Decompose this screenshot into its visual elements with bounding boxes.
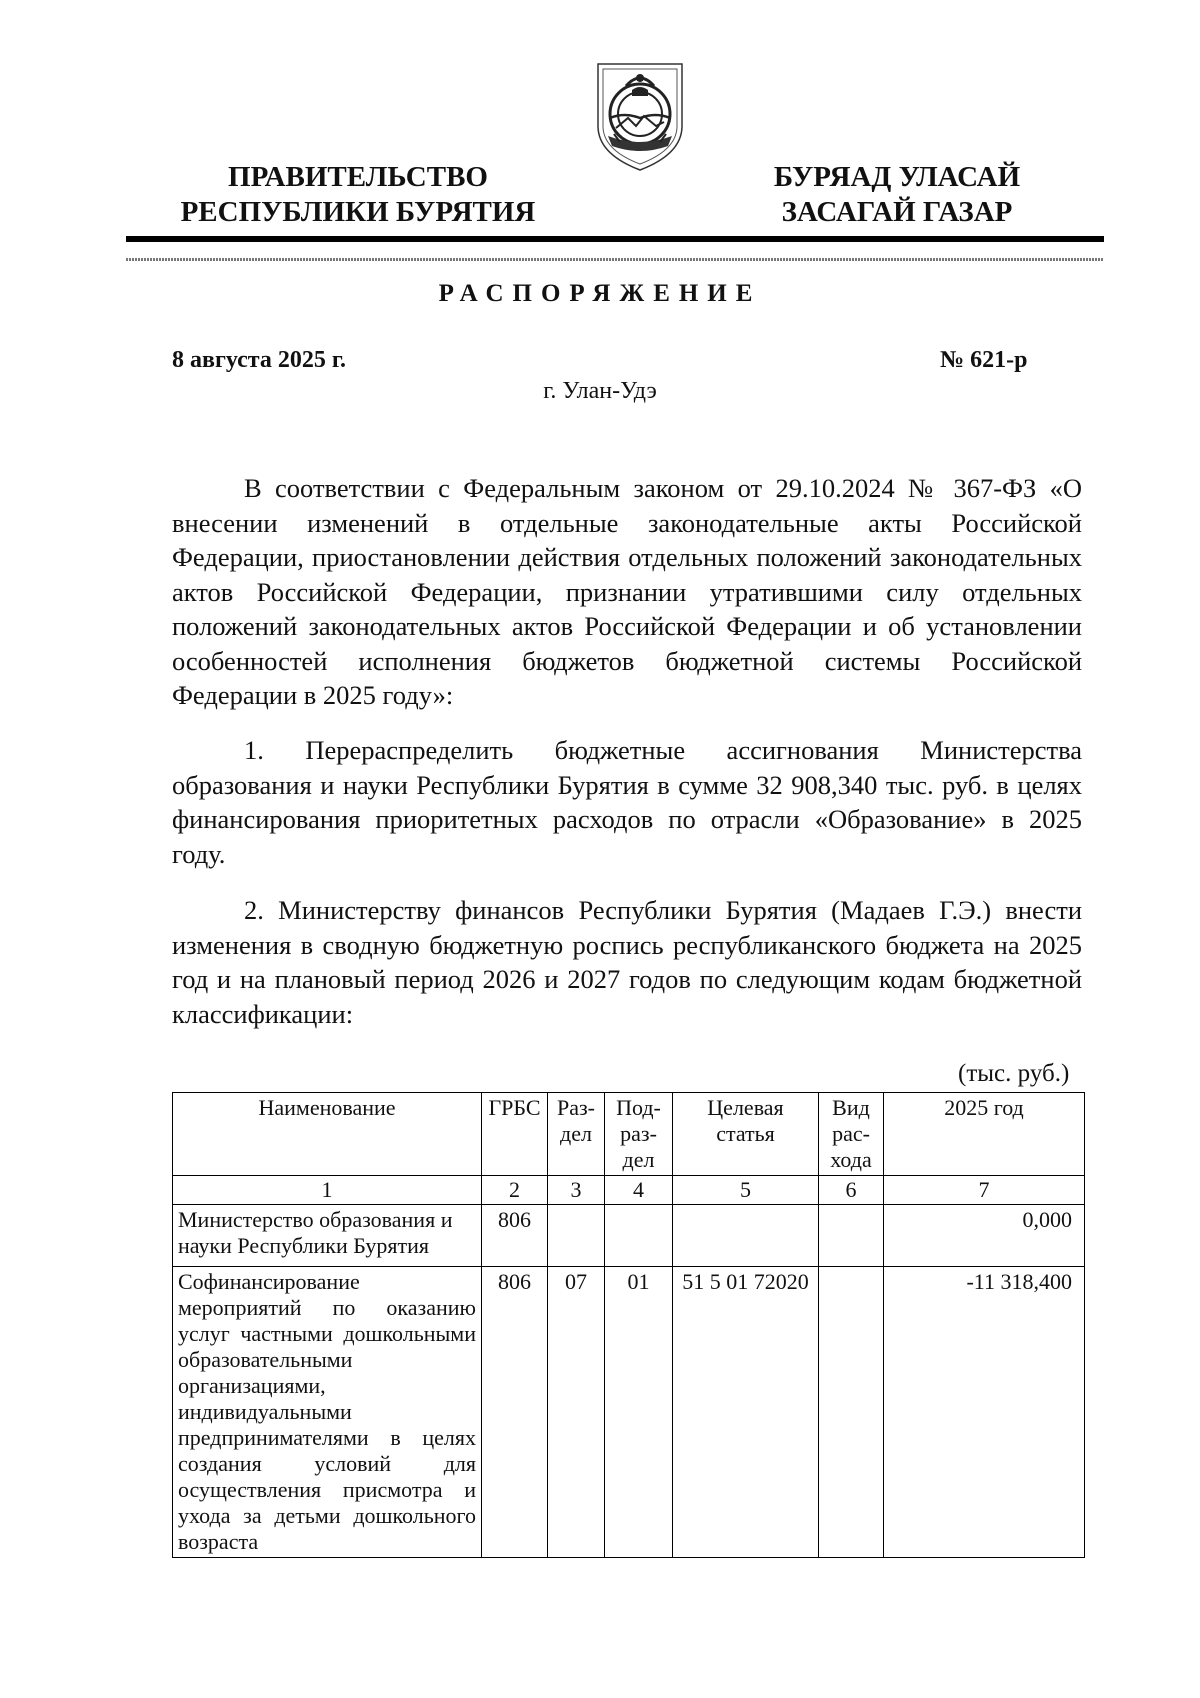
row-grbs: 806	[482, 1205, 548, 1267]
item-2-paragraph: 2. Министерству финансов Республики Бурятия (Мадаев Г.Э.) внести изменения в сводную бюджетную роспись республиканского бюджета на 2025 год и на плановый период 2026 и 2027 годов по следующим кодам бюджетной классификации:	[172, 895, 1082, 1029]
row-expense-type	[819, 1205, 884, 1267]
document-city: г. Улан-Удэ	[543, 378, 657, 404]
government-name-buryat-line2: ЗАСАГАЙ ГАЗАР	[781, 196, 1013, 228]
column-number: 4	[605, 1176, 673, 1205]
row-name: Софинансирование мероприятий по оказанию услуг частными дошкольными образовательными организациями, индивидуальными предпринимателями в целях создания условий для осуществления присмотра и ухода за детьми дошкольного возраста	[173, 1267, 482, 1558]
column-number: 3	[548, 1176, 605, 1205]
header-subsection: Под- раз- дел	[605, 1093, 673, 1176]
row-target: 51 5 01 72020	[673, 1267, 819, 1558]
header-divider-thin	[126, 258, 1104, 261]
government-name-buryat-line1: БУРЯАД УЛАСАЙ	[773, 161, 1021, 193]
header-year: 2025 год	[884, 1093, 1085, 1176]
header-target: Целевая статья	[673, 1093, 819, 1176]
document-number: № 621-р	[940, 347, 1028, 373]
row-grbs: 806	[482, 1267, 548, 1558]
row-section	[548, 1205, 605, 1267]
intro-paragraph: В соответствии с Федеральным законом от 29.10.2024 № 367-ФЗ «О внесении изменений в отдельные законодательные акты Российской Федерации, приостановлении действия отдельных положений законодательных актов Российской Федерации, признании утратившими силу отдельных положений законодательных актов Российской Федерации и об установлении особенностей исполнения бюджетов бюджетной системы Российской Федерации в 2025 году»:	[172, 473, 1082, 710]
column-number: 6	[819, 1176, 884, 1205]
item-1-paragraph: 1. Перераспределить бюджетные ассигнования Министерства образования и науки Республики Бурятия в сумме 32 908,340 тыс. руб. в целях финансирования приоритетных расходов по отрасли «Образование» в 2025 году.	[172, 735, 1082, 869]
table-header-row	[173, 1093, 1085, 1176]
government-name-line2: РЕСПУБЛИКИ БУРЯТИЯ	[180, 196, 536, 228]
header-grbs: ГРБС	[482, 1093, 548, 1176]
row-amount: 0,000	[884, 1205, 1085, 1267]
column-number: 5	[673, 1176, 819, 1205]
row-target	[673, 1205, 819, 1267]
row-section: 07	[548, 1267, 605, 1558]
row-name: Министерство образования и науки Республики Бурятия	[173, 1205, 482, 1267]
government-name-buryat	[752, 160, 1042, 230]
header-divider-thick	[126, 236, 1104, 242]
government-name-russian	[178, 160, 538, 230]
government-name-line1: ПРАВИТЕЛЬСТВО	[228, 161, 488, 193]
buryatia-coat-of-arms-icon	[594, 56, 686, 176]
column-number: 1	[173, 1176, 482, 1205]
row-expense-type	[819, 1267, 884, 1558]
document-type: РАСПОРЯЖЕНИЕ	[438, 280, 762, 307]
table-unit-label: (тыс. руб.)	[958, 1060, 1070, 1087]
table-column-numbers-row	[173, 1176, 1085, 1205]
row-amount: -11 318,400	[884, 1267, 1085, 1558]
budget-table	[172, 1092, 1085, 1558]
row-subsection: 01	[605, 1267, 673, 1558]
column-number: 7	[884, 1176, 1085, 1205]
header-section: Раз- дел	[548, 1093, 605, 1176]
document-date: 8 августа 2025 г.	[172, 347, 347, 373]
table-row	[173, 1267, 1085, 1558]
column-number: 2	[482, 1176, 548, 1205]
row-subsection	[605, 1205, 673, 1267]
header-name: Наименование	[173, 1093, 482, 1176]
header-expense-type: Вид рас- хода	[819, 1093, 884, 1176]
table-row	[173, 1205, 1085, 1267]
